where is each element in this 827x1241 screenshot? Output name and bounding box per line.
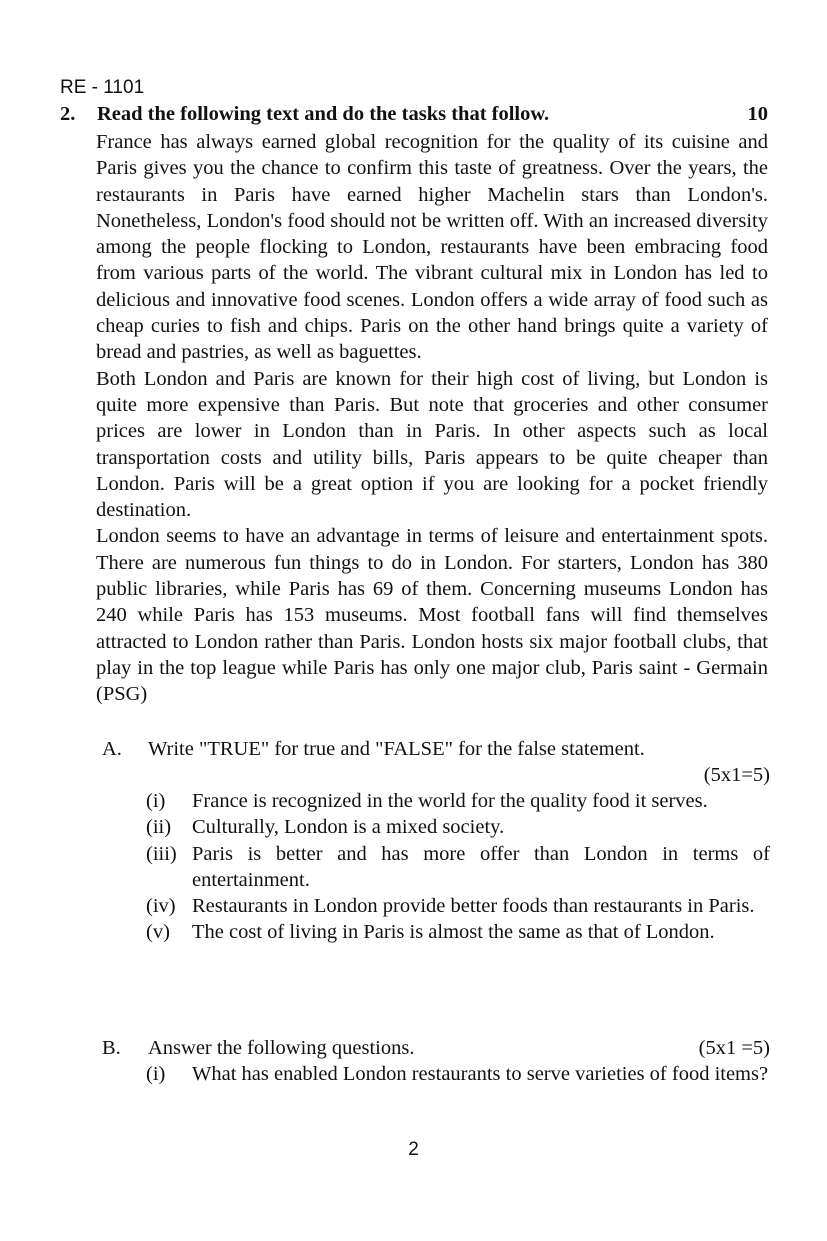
question-list <box>102 1061 770 1087</box>
item-text: Culturally, London is a mixed society. <box>192 816 505 839</box>
section-marks: (5x1=5) <box>703 764 770 786</box>
statement-item <box>102 893 770 919</box>
statement-item <box>102 788 770 814</box>
question-title: Read the following text and do the tasks that follow. <box>97 103 550 125</box>
statement-item <box>102 841 770 894</box>
passage-paragraph: France has always earned global recognition for the quality of its cuisine and Paris gives you the chance to confirm this taste of greatness. Over the years, the restaurants in Paris have earned higher Machelin stars than London's. Nonetheless, London's food should not be written off. With an increased diversity among the people flocking to London, restaurants have been embracing food from various parts of the world. The vibrant cultural mix in London has led to delicious and innovative food scenes. London offers a wide array of food such as cheap curies to fish and chips. Paris on the other hand brings quite a variety of bread and pastries, as well as baguettes. <box>96 131 768 364</box>
section-marks: (5x1 =5) <box>698 1037 770 1059</box>
question-number: 2. <box>60 103 76 125</box>
item-text: The cost of living in Paris is almost the same as that of London. <box>192 921 715 944</box>
item-text: What has enabled London restaurants to serve varieties of food items? <box>192 1063 769 1085</box>
item-text: Restaurants in London provide better foods than restaurants in Paris. <box>192 895 755 918</box>
section-letter: A. <box>102 738 122 760</box>
item-text: Paris is better and has more offer than London in terms of entertainment. <box>192 842 770 891</box>
passage-paragraph: Both London and Paris are known for their high cost of living, but London is quite more expensive than Paris. But note that groceries and other consumer prices are lower in London than in Paris. In other aspects such as local transportation costs and utility bills, Paris appears to be quite cheaper than London. Paris will be a great option if you are looking for a pocket friendly destination. <box>96 367 768 522</box>
section-a-heading <box>102 736 770 762</box>
statement-list <box>102 788 770 946</box>
item-label: (ii) <box>146 816 172 839</box>
item-label: (i) <box>146 790 166 812</box>
passage-paragraph: London seems to have an advantage in terms of leisure and entertainment spots. There are numerous fun things to do in London. For starters, London has 380 public libraries, while Paris has 69 of them. Concerning museums London has 240 while Paris has 153 museums. Most football fans will find themselves attracted to London rather than Paris. London hosts six major football clubs, that play in the top league while Paris has only one major club, Paris saint - Germain (PSG) <box>96 525 768 706</box>
item-label: (iii) <box>146 842 177 865</box>
item-text: France is recognized in the world for the quality food it serves. <box>192 790 708 812</box>
section-a <box>102 736 770 946</box>
question-item <box>102 1061 770 1087</box>
section-b-heading <box>102 1035 770 1061</box>
section-letter: B. <box>102 1037 121 1059</box>
page-number: 2 <box>408 1139 419 1160</box>
item-label: (v) <box>146 921 170 944</box>
statement-item <box>102 814 770 840</box>
section-instruction: Write "TRUE" for true and "FALSE" for the false statement. <box>148 738 645 760</box>
section-instruction: Answer the following questions. <box>148 1037 415 1059</box>
reading-passage <box>96 129 768 708</box>
item-label: (i) <box>146 1063 166 1085</box>
item-label: (iv) <box>146 895 176 918</box>
question-marks: 10 <box>747 103 768 125</box>
statement-item <box>102 919 770 945</box>
section-b <box>102 1035 770 1087</box>
paper-code: RE - 1101 <box>60 77 145 98</box>
